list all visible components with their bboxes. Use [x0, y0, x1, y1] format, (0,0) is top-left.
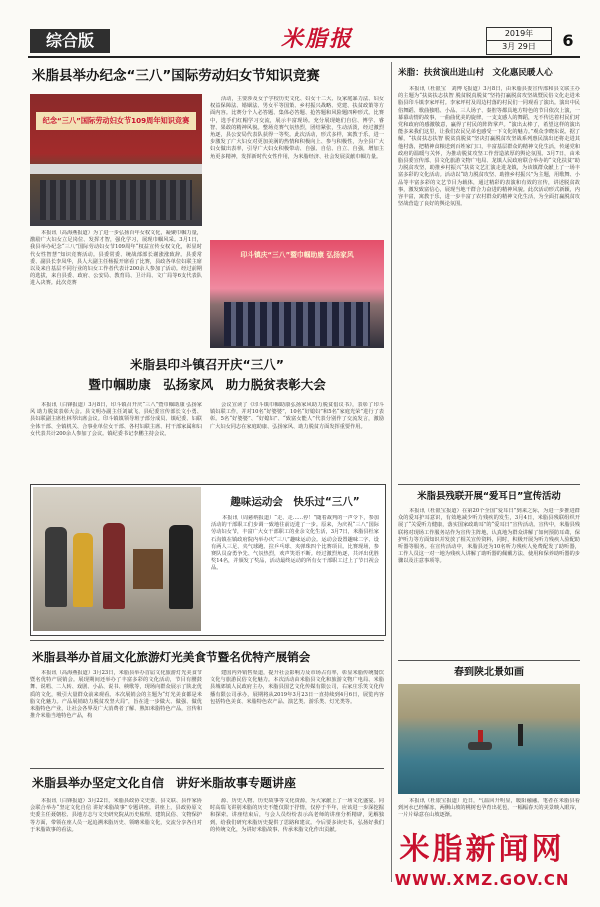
date-year: 2019	[504, 29, 526, 38]
article5-body-right: 源、历史人物、历史故事等文化资源，为大家献上了一场文化盛宴。同时高瑞飞讲别米脂的历史不能仅限于抒情，仅停于半年，应该进一步深挖掘和探索。讲座结束后，与会人员纷纷表示高老师的讲座分析精辟，见解独到，给我们研究米脂历史提供了思路和建议。今后要多读史书，弘扬好我们的传统文化，为讲好米脂故事、传承米脂文化作出贡献。	[210, 798, 384, 833]
article8-title: 春到陕北景如画	[454, 667, 524, 678]
article3-title: 趣味运动会 快乐过“三八”	[230, 496, 360, 508]
article5-title: 米脂县举办坚定文化自信 讲好米脂故事专题讲座	[32, 776, 297, 790]
article7-body: 本报讯（杜银宝报道）在第20个全国“爱耳日”到来之际，为进一步推进群众的爱耳护耳意识，有效地减少听力残疾的发生，3月4日，米脂县残联组织开展了“关爱听力健康，落实国家政助耳”的“爱耳日”宣传活动。宣传中，米脂县残联将对现场工作服务站作为宣传主阵地，认真地为群众讲解了如何预防耳聋，保护听力等方面知识并发放了相关宣传资料，同时，积极开展为听力残疾人验配助听器等服务。在宣传活动中，米脂县还为10名听力残疾人免费配发了助听器，工作人员这一对一地为残疾人讲解了助听器的佩戴方法、使用和保养助听器的步骤以及注意事项等。	[398, 508, 580, 565]
article6-title: 米脂：扶贫演出进山村 文化惠民暖人心	[398, 68, 553, 78]
rule-art4	[30, 640, 384, 641]
article4-title: 米脂县举办首届文化旅游灯光美食节暨名优特产展销会	[32, 650, 311, 664]
rule-art8	[398, 660, 580, 661]
watermark-name: 米脂新闻网	[399, 832, 565, 867]
column-divider	[391, 62, 392, 882]
article2-banner: 印斗镇庆“三八”暨巾帼助康 弘扬家风	[240, 251, 354, 259]
article2-body-left: 本报讯（白锋报道）3月8日，印斗镇召开庆“三八”暨巾帼助康 弘扬家风 助力脱贫表彰大会。县文明办副主任刘斌飞、县纪委宣传部长文小勇、县妇联副主席杜林琴出席会议。印斗镇镇领导班子部分成员、镇纪委、妇联全体干部、全镇机关、合事业单位女干部、各村妇联主席、村干部家属和妇女代表共计200余人参加了会议。镇纪委书记李鹏主持会议。	[30, 402, 202, 437]
article8-body: 本报讯（杜银宝报道）近日，气温回升明显，暖阳融融。笔者在米脂县看到河水已经解冻，两侧山坡的桃树也孕育出花苞，一幅幅春天的美景映入眼帘，一片片绿意在山坡逐渐。	[398, 798, 580, 819]
article1-photo-stage	[30, 94, 202, 226]
date-day: 29	[517, 42, 528, 51]
article2-title-line1: 米脂县印斗镇召开庆“三八”	[130, 357, 284, 372]
article1-body-left: 本报讯（高海燕报道）为了进一步弘扬百年女权文化，凝聚巾帼力量，激励广大妇女立足岗位、发挥才智，强化学习，展现巾帼风采。3月1日，我县举办纪念“三八”国际劳动妇女节109周年“权益宣传女权文化，彰显时代女性智慧”知识竞赛活动。县委常委、统战部部长谢涨涨致辞。县委常委、副县长李凤华，县人大副主任杨振开席看了比赛，县政各单位妇联主席以及来自基层不同行业的妇女工作者代表计200余人参加了活动。经过前期的选拔，来自县委、政府、公安局、教育局、卫计局、文广局等6支代表队进入决赛。此次竞赛	[30, 230, 202, 287]
section-label: 综合版	[30, 29, 110, 53]
watermark-url: WWW.XMZ.GOV.CN	[394, 871, 570, 889]
article3-box	[30, 484, 386, 636]
article5-body-left: 本报讯（白锋报道）3月22日，米脂县政协文史委、县文联、县作家协会联合举办“坚定文化自信 讲好米脂故事”专题讲座。讲座上，县政协原文史委主任聂朝松、县地方志与文史研究院从历史梳理、建筑民俗、文物保护等方面，带领在座人员一起追溯米脂历史、领略米脂文化，交流分享各自对于米脂故事的看法。	[30, 798, 202, 833]
article4-body-right: 建国内外销售渠道，提升社会影响力及市场占有率，彰显米脂传统餐饮文化与旅游民俗文化魅力。本次活动由米脂县文化和旅游文物广电局、米脂县城郊镇人民政府主办，米脂县国艺文化传媒有限公司，右家庄乐笑文化传播有限公司承办，展期将从2019年3月23日一直持续到4月6日，展览内容包括特色美食、米脂特色农产品、演艺类、游乐类、灯光类等。	[210, 670, 384, 705]
article1-title: 米脂县举办纪念“三八”国际劳动妇女节知识竞赛	[32, 68, 320, 84]
article7-title: 米脂县残联开展“爱耳日”宣传活动	[417, 491, 561, 502]
article6-body: 本报讯（杜银宝 刘博飞报道）3月8日，由米脂县委宣传部和县文联主办的主题为“扶贫扶志扶智 脱贫脱真脱贫”坚持打赢脱贫攻坚战暨民俗文化走进米脂县印斗镇李家坪村。李家坪村及周边村落的村民们一同观看了演出。演出中民俗舞蹈、歌曲独唱、小品、三人场子、秦腔等都具地方特色的节目依次上演，一幕幕动情的故事，一曲曲优美的旋律，一支支感人的舞蹈，无不传达着村民们对党和政府的感激敬意，赢得了村民的阵阵掌声。“演出太棒了，希望这样的演出能多来我们这里，让我们农民兄弟也感受一下文化的魅力。”观众李晓东说。据了解，“扶贫扶志扶智 脱贫真脱贫”坚决打赢脱贫攻坚战系列惠民演出还将走进其他村落，把精神食粮送到百姓家门口，丰富基层群众的精神文化生活，传递党和政府的温暖与关怀，为推动脱贫攻坚工作营造浓厚的舆论氛围。3月7日，由米脂县委宣传部、县文化旅游文物广电局、龙镇人民政府联合举办的“文化扶贫”助力脱贫攻坚，助推乡村振兴“扶贫文艺汇演走进龙镇，为该镇群众献上了一场丰富多彩的文化活动。活动以“助力脱贫攻坚、助推乡村振兴”为主题，用歌舞、小品等丰富多彩的文艺节目为载体，通过精彩的表演和有效的宣传，讲述脱贫故事，激发致富信心，展现当地干群合力奋进的精神风貌。此次活动形式新颖，内容丰富，寓教于乐，进一步丰富了农村群众的精神文化生活，为全面打赢脱贫攻坚战营造了良好的舆论氛围。	[398, 86, 580, 208]
article3-photo-game	[33, 487, 201, 631]
masthead-rule	[28, 56, 580, 58]
article2-body-right: 会议宣读了《印斗镇巾帼助康弘扬家风助力脱贫倡议书》，表彰了印斗镇妇联工作，并对10名“好婆婆”，10名“好媳妇”和5名“家庭光荣”进行了表彰。5名“好婆婆”、“好媳妇”、“致富女能人”代表分别作了交流发言，激励广大妇女同志在家庭助康、弘扬家风、助力脱贫方面发挥重要作用。	[210, 402, 384, 430]
article8-photo-river	[398, 684, 580, 794]
article2-photo-group	[210, 240, 384, 348]
article4-body-left: 本报讯（高海燕报道）3月23日，米脂县举办首届文化旅游灯光美食节暨名优特产展销会。展现期间还举办了丰富多彩的文化活动，节目有腰鼓舞、说唱、二人转、戏剧、小品、说书、秧歌等，现场向群众展示了陕北优质的文化，吸引大量群众前来观看。本次展销会的主题为“灯光美食都是米脂文化魅力。产品展销助力脱贫攻坚大局”，旨在进一步做大、做强、做优米脂特色产业，让社会各界及广大消费者了解、熟知米脂特色产品，宣传和推介米脂当地特色产品，构	[30, 670, 202, 720]
rule-art7	[398, 484, 580, 485]
article3-body: 本报讯（周慈纳报道）“走、走……停！”随着裁判的一声令下，参加活动的干部职工们步调一致地往前迈进了一步。原来，为庆祝“三八”国际劳动妇女节，丰富广大女干部职工的业余文化生活，3月7日，米脂县杜家石沟镇在镇政府院内举办庆“三八”趣味运动会。运动会设置趣味二字、设有两人三足、夹气球跑、拉乒乓球、夹弹珠四个比赛项目。比赛现场，参赛队员奋勇争先、气氛热烈，欢声笑语不断。经过激烈角逐，共评出优胜奖14名，并颁发了奖品，活动最终运动的所有女干部职工过上了节日祝会品。	[211, 515, 379, 572]
page-number: 6	[562, 31, 574, 50]
date-box: 2019年 3月 29日	[486, 27, 552, 55]
article1-banner: 纪念“三八”国际劳动妇女节109周年知识竞赛	[36, 112, 196, 130]
article2-title-line2: 暨巾帼助康 弘扬家风 助力脱贫表彰大会	[88, 377, 326, 392]
paper-logo: 米脂报	[280, 26, 353, 52]
article1-body-right: 活动，主要涉及女子学校历史文化、妇女十二大、反家庭暴力法、妇女权益保障法、婚姻法、男女平等国策、乡村振兴战略、党建、扶贫政策等方面内容。比赛分个人必答题、集体必答题、抢答题和风险题四种形式。比赛中，选手们红帽学习交流，展示丰富现场。充分展现她们自信、博学、睿智、果敢的精神风貌。整场竞赛气氛热烈，团结紧张，生动活泼，经过激烈角逐，县公安局代表队获得一等奖。此次活动，形式多样，寓教于乐，进一步激发了广大妇女对更加美满的热情和积极向上、参与积极性，为全县广大妇女做出表率，引导广大妇女积极带动、自强、自信、自立、自强，增加主角更多精神，发挥新时代女性作用，为米脂经济、社会发展贡献巾帼力量。	[210, 96, 384, 160]
rule-art5	[30, 768, 384, 769]
date-month: 3	[502, 42, 508, 51]
